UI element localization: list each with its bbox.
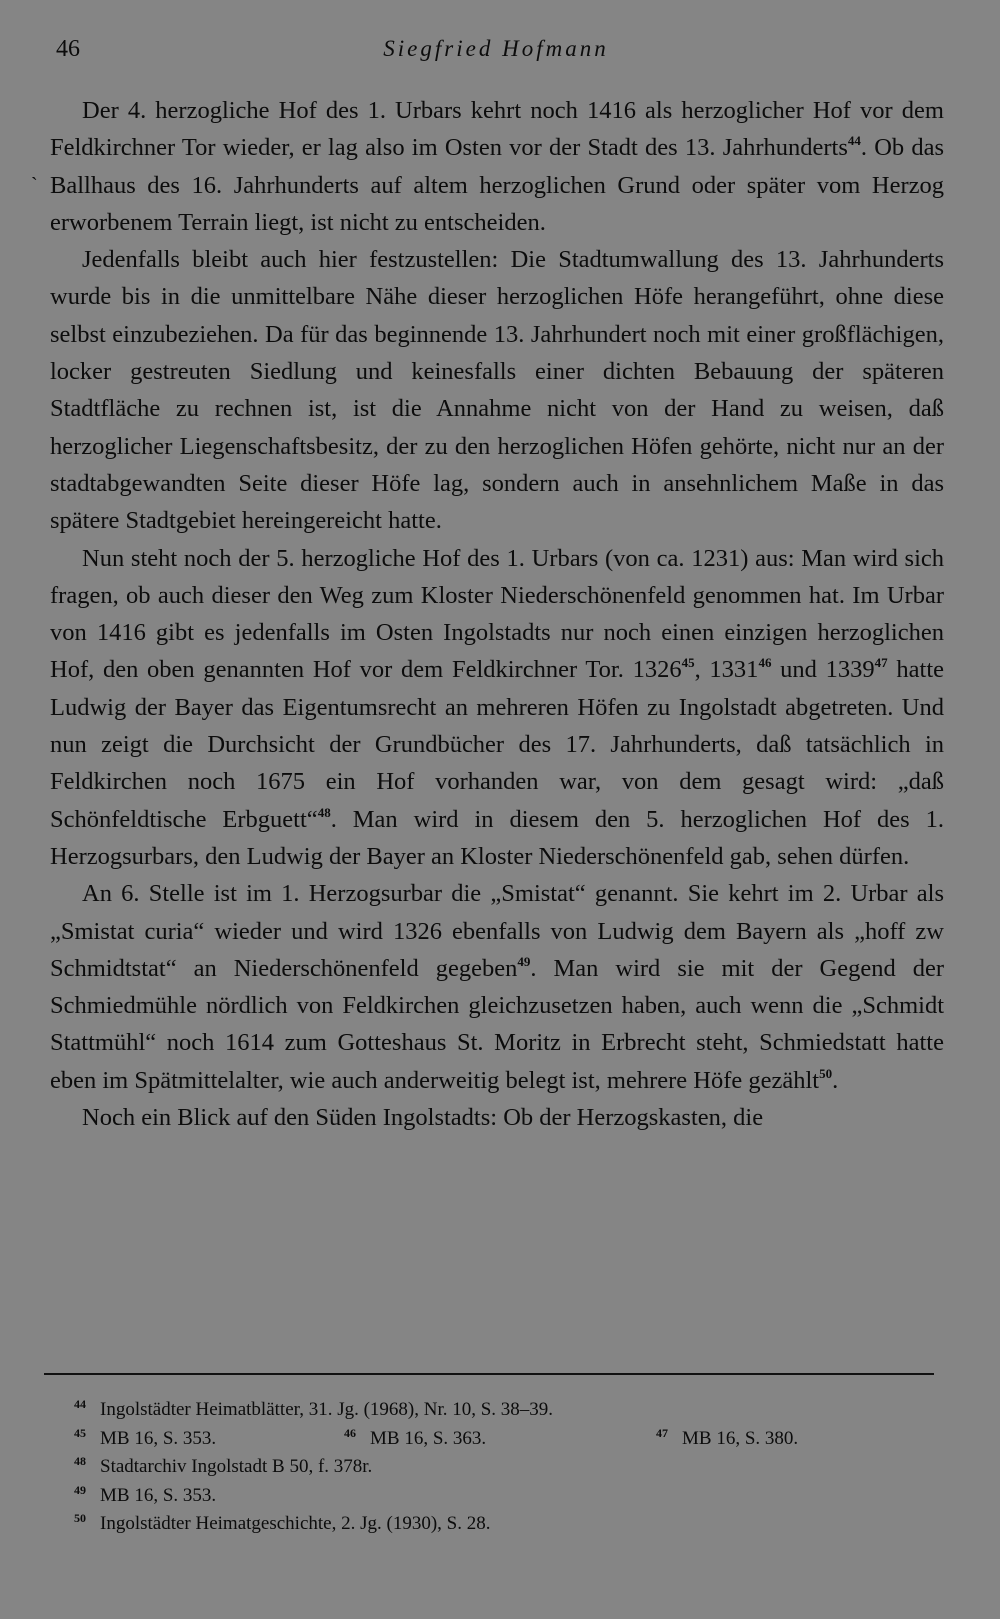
paragraph-text: . Man wird sie mit der Gegend der Schmiedmühle nördlich von Feldkirchen gleichzusetzen haben, auch wenn die „Schmidt Stattmühl“ noch 1614 zum Gotteshaus St. Moritz in Erbrecht steht, Schmiedstatt hatte eben im Spätmittelalter, wie auch anderweitig belegt ist, mehrere Höfe gezählt [50,954,944,1094]
footnote-ref-50: 50 [819,1065,833,1081]
running-head: Siegfried Hofmann [383,36,609,61]
footnote-ref-48: 48 [317,804,331,820]
footnote-number: 44 [74,1397,86,1411]
footnote-number: 46 [344,1425,356,1440]
footnote-text: MB 16, S. 353. [100,1427,217,1449]
paragraph-text: . Ob das Ballhaus des 16. Jahrhunderts auf altem herzoglichen Grund oder später vom Herzog erworbenem Terrain liegt, ist nicht zu entscheiden. [50,134,944,236]
paragraph-text: Nun steht noch der 5. herzogliche Hof des 1. Urbars (von ca. 1231) aus: Man wird sich fragen, ob auch dieser den Weg zum Kloster Niederschönenfeld genommen hat. Im Urbar von 1416 gibt es jedenfalls im Osten Ingolstadts nur noch einen einzigen herzoglichen Hof, den oben genannten Hof vor dem Feldkirchner Tor. 1326 [50,544,944,684]
footnote-text: Ingolstädter Heimatgeschichte, 2. Jg. (1930), S. 28. [100,1513,491,1535]
footnote-line [74,1476,934,1505]
footnote-text: MB 16, S. 353. [100,1484,217,1506]
footnote-number: 49 [74,1482,86,1497]
paragraph-2: Jedenfalls bleibt auch hier festzustellen: Die Stadtumwallung des 13. Jahrhunderts wurde bis in die unmittelbare Nähe dieser herzoglichen Höfe herangeführt, ohne diese selbst einzubeziehen. Da für das beginnende 13. Jahrhundert noch mit einer großflächigen, locker gestreuten Siedlung und keinesfalls einer dichten Bebauung der späteren Stadtfläche zu rechnen ist, ist die Annahme nicht von der Hand zu weisen, daß herzoglicher Liegenschaftsbesitz, der zu den herzoglichen Höfen gehörte, nicht nur an der stadtabgewandten Seite dieser Höfe lag, sondern auch in ansehnlichem Maße in das spätere Stadtgebiet hereingereicht hatte. [50,246,944,535]
footnote-line [74,1504,934,1533]
footnotes [74,1390,934,1533]
footnote-number: 50 [74,1511,86,1526]
footnote-50 [74,1504,490,1539]
paragraph-text: An 6. Stelle ist im 1. Herzogsurbar die „Smistat“ genannt. Sie kehrt im 2. Urbar als „Smistat curia“ wieder und wird 1326 ebenfalls von Ludwig dem Bayern als „hoff zw Schmidtstat“ an Niederschönenfeld gegeben [50,880,944,982]
paragraph-4 [50,875,944,1099]
paragraph-text: . [832,1066,839,1094]
footnote-rule [44,1373,934,1375]
paragraph-text: und 1339 [771,656,875,684]
footnote-line [74,1447,934,1476]
body-text [50,92,944,1136]
footnote-text: MB 16, S. 380. [682,1427,799,1449]
footnote-ref-49: 49 [517,953,531,969]
paragraph-1 [50,92,944,241]
footnote-text: Ingolstädter Heimatblätter, 31. Jg. (1968), Nr. 10, S. 38–39. [100,1399,554,1420]
footnote-ref-44: 44 [847,133,861,149]
paragraph-3 [50,540,944,876]
footnote-ref-47: 47 [874,655,888,671]
footnote-number: 48 [74,1454,86,1469]
margin-mark: ˋ [31,174,38,196]
footnote-line [74,1390,934,1419]
paragraph-text: . Man wird in diesem den 5. herzoglichen Hof des 1. Herzogsurbars, den Ludwig der Bayer an Kloster Niederschönenfeld gab, sehen dürfen. [50,805,944,870]
page-number: 46 [56,36,80,62]
footnote-number: 47 [656,1425,668,1440]
footnote-number: 45 [74,1425,86,1440]
page-header [56,36,936,72]
footnote-text: MB 16, S. 363. [370,1427,487,1449]
footnote-ref-45: 45 [681,655,695,671]
footnote-line [74,1419,934,1448]
paragraph-text: hatte Ludwig der Bayer das Eigentumsrecht an mehreren Höfen zu Ingolstadt abgetreten. Und nun zeigt die Durchsicht der Grundbücher des 17. Jahrhunderts, daß tatsächlich in Feldkirchen noch 1675 ein Hof vorhanden war, von dem gesagt wird: „daß Schönfeldtische Erbguett“ [50,656,944,833]
paragraph-text: Der 4. herzogliche Hof des 1. Urbars kehrt noch 1416 als herzoglicher Hof vor dem Feldkirchner Tor wieder, er lag also im Osten vor der Stadt des 13. Jahrhunderts [50,97,944,162]
paragraph-text: , 1331 [694,656,759,684]
paragraph-5: Noch ein Blick auf den Süden Ingolstadts: Ob der Herzogskasten, die [82,1104,764,1132]
footnote-text: Stadtarchiv Ingolstadt B 50, f. 378r. [100,1456,373,1478]
footnote-ref-46: 46 [758,655,772,671]
